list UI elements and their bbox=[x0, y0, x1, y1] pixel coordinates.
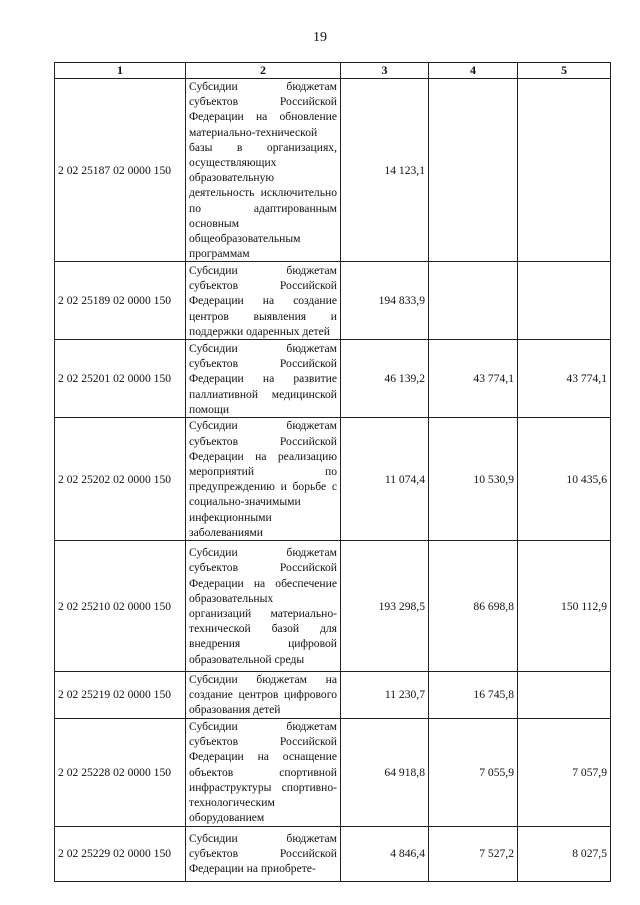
row-value-col3: 11 230,7 bbox=[341, 672, 429, 719]
row-value-col5: 10 435,6 bbox=[518, 418, 611, 541]
row-description: Субсидии бюджетам субъектов Российской Федерации на приобрете- bbox=[186, 826, 341, 881]
row-value-col3: 46 139,2 bbox=[341, 340, 429, 418]
row-code: 2 02 25219 02 0000 150 bbox=[55, 672, 186, 719]
table-row bbox=[55, 262, 611, 340]
row-description: Субсидии бюджетам субъектов Российской Федерации на создание центров выявления и поддержки одаренных детей bbox=[186, 262, 341, 340]
row-value-col3: 64 918,8 bbox=[341, 718, 429, 826]
row-value-col5: 8 027,5 bbox=[518, 826, 611, 881]
row-value-col5 bbox=[518, 79, 611, 262]
row-code: 2 02 25202 02 0000 150 bbox=[55, 418, 186, 541]
table-row bbox=[55, 418, 611, 541]
page-number: 19 bbox=[313, 30, 327, 45]
row-value-col3: 14 123,1 bbox=[341, 79, 429, 262]
row-value-col4 bbox=[429, 79, 518, 262]
table-row bbox=[55, 340, 611, 418]
row-code: 2 02 25189 02 0000 150 bbox=[55, 262, 186, 340]
row-value-col5 bbox=[518, 262, 611, 340]
column-header-4: 4 bbox=[429, 63, 518, 79]
row-code: 2 02 25210 02 0000 150 bbox=[55, 541, 186, 672]
row-description: Субсидии бюджетам субъектов Российской Федерации на обновление материально-технической базы в организациях, осуществляющих образовательную деятельность исключительно по адаптированным основным общеобразовательным программам bbox=[186, 79, 341, 262]
row-value-col3: 11 074,4 bbox=[341, 418, 429, 541]
row-value-col5: 43 774,1 bbox=[518, 340, 611, 418]
row-value-col3: 4 846,4 bbox=[341, 826, 429, 881]
row-value-col5: 150 112,9 bbox=[518, 541, 611, 672]
row-value-col4: 43 774,1 bbox=[429, 340, 518, 418]
row-value-col4: 7 527,2 bbox=[429, 826, 518, 881]
table-row bbox=[55, 826, 611, 881]
row-description: Субсидии бюджетам субъектов Российской Федерации на развитие паллиативной медицинской помощи bbox=[186, 340, 341, 418]
row-value-col5: 7 057,9 bbox=[518, 718, 611, 826]
row-value-col4: 16 745,8 bbox=[429, 672, 518, 719]
row-value-col4: 86 698,8 bbox=[429, 541, 518, 672]
row-code: 2 02 25187 02 0000 150 bbox=[55, 79, 186, 262]
row-description: Субсидии бюджетам субъектов Российской Федерации на обеспечение образовательных организаций материально-технической базой для внедрения цифровой образовательной среды bbox=[186, 541, 341, 672]
row-value-col4 bbox=[429, 262, 518, 340]
table-row bbox=[55, 79, 611, 262]
column-header-3: 3 bbox=[341, 63, 429, 79]
table-row bbox=[55, 718, 611, 826]
column-header-1: 1 bbox=[55, 63, 186, 79]
row-code: 2 02 25229 02 0000 150 bbox=[55, 826, 186, 881]
row-description: Субсидии бюджетам на создание центров цифрового образования детей bbox=[186, 672, 341, 719]
row-value-col3: 194 833,9 bbox=[341, 262, 429, 340]
row-value-col3: 193 298,5 bbox=[341, 541, 429, 672]
row-value-col4: 7 055,9 bbox=[429, 718, 518, 826]
column-header-2: 2 bbox=[186, 63, 341, 79]
row-value-col4: 10 530,9 bbox=[429, 418, 518, 541]
row-code: 2 02 25228 02 0000 150 bbox=[55, 718, 186, 826]
table-row bbox=[55, 672, 611, 719]
table-row bbox=[55, 541, 611, 672]
budget-table bbox=[54, 62, 611, 882]
row-description: Субсидии бюджетам субъектов Российской Федерации на оснащение объектов спортивной инфраструктуры спортивно-технологическим оборудованием bbox=[186, 718, 341, 826]
row-code: 2 02 25201 02 0000 150 bbox=[55, 340, 186, 418]
row-value-col5 bbox=[518, 672, 611, 719]
row-description: Субсидии бюджетам субъектов Российской Федерации на реализацию мероприятий по предупреждению и борьбе с социально-значимыми инфекционными заболеваниями bbox=[186, 418, 341, 541]
header-row bbox=[55, 63, 611, 79]
column-header-5: 5 bbox=[518, 63, 611, 79]
